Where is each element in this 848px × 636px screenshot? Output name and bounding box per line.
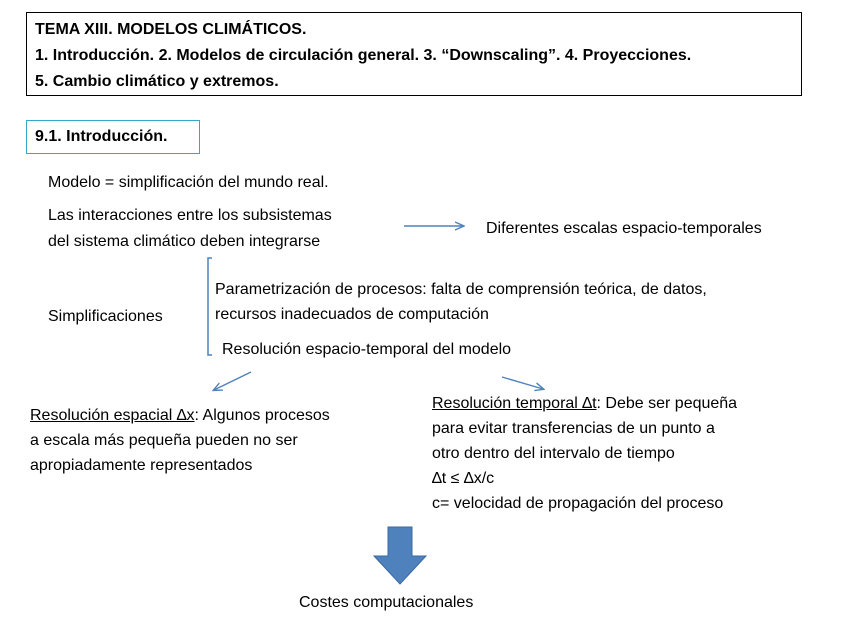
temporal-line-5: c= velocidad de propagación del proceso bbox=[432, 495, 724, 512]
spatial-desc: : Algunos procesos bbox=[194, 407, 330, 424]
spatial-line-2: a escala más pequeña pueden no ser bbox=[30, 432, 298, 449]
scales-text: Diferentes escalas espacio-temporales bbox=[486, 220, 762, 237]
temporal-line-3: otro dentro del intervalo de tiempo bbox=[432, 445, 675, 462]
parametrization-line-1: Parametrización de procesos: falta de comprensión teórica, de datos, bbox=[215, 281, 707, 298]
spatial-line-3: apropiadamente representados bbox=[30, 457, 253, 474]
simplifications-label: Simplificaciones bbox=[48, 308, 163, 325]
section-title: 9.1. Introducción. bbox=[26, 120, 200, 154]
spatial-title: Resolución espacial ∆x bbox=[30, 407, 195, 424]
resolution-text: Resolución espacio-temporal del modelo bbox=[222, 341, 512, 358]
arrow-to-spatial bbox=[214, 372, 251, 390]
temporal-line-2: para evitar transferencias de un punto a bbox=[432, 420, 715, 437]
temporal-title: Resolución temporal ∆t bbox=[432, 395, 597, 412]
interactions-line-1: Las interacciones entre los subsistemas bbox=[48, 207, 332, 224]
arrow-to-temporal bbox=[502, 377, 543, 389]
topic-outline-line-1: 1. Introducción. 2. Modelos de circulación general. 3. “Downscaling”. 4. Proyecciones. bbox=[35, 47, 692, 64]
temporal-formula: ∆t ≤ ∆x/c bbox=[432, 470, 495, 487]
down-arrow-icon bbox=[374, 527, 426, 584]
topic-outline-line-2: 5. Cambio climático y extremos. bbox=[35, 73, 279, 90]
simplifications-bracket bbox=[208, 258, 212, 355]
temporal-desc: : Debe ser pequeña bbox=[596, 395, 738, 412]
topic-title: TEMA XIII. MODELOS CLIMÁTICOS. bbox=[35, 21, 307, 38]
costs-text: Costes computacionales bbox=[299, 594, 474, 611]
model-definition: Modelo = simplificación del mundo real. bbox=[48, 174, 329, 191]
parametrization-line-2: recursos inadecuados de computación bbox=[215, 306, 489, 323]
interactions-line-2: del sistema climático deben integrarse bbox=[48, 233, 321, 250]
